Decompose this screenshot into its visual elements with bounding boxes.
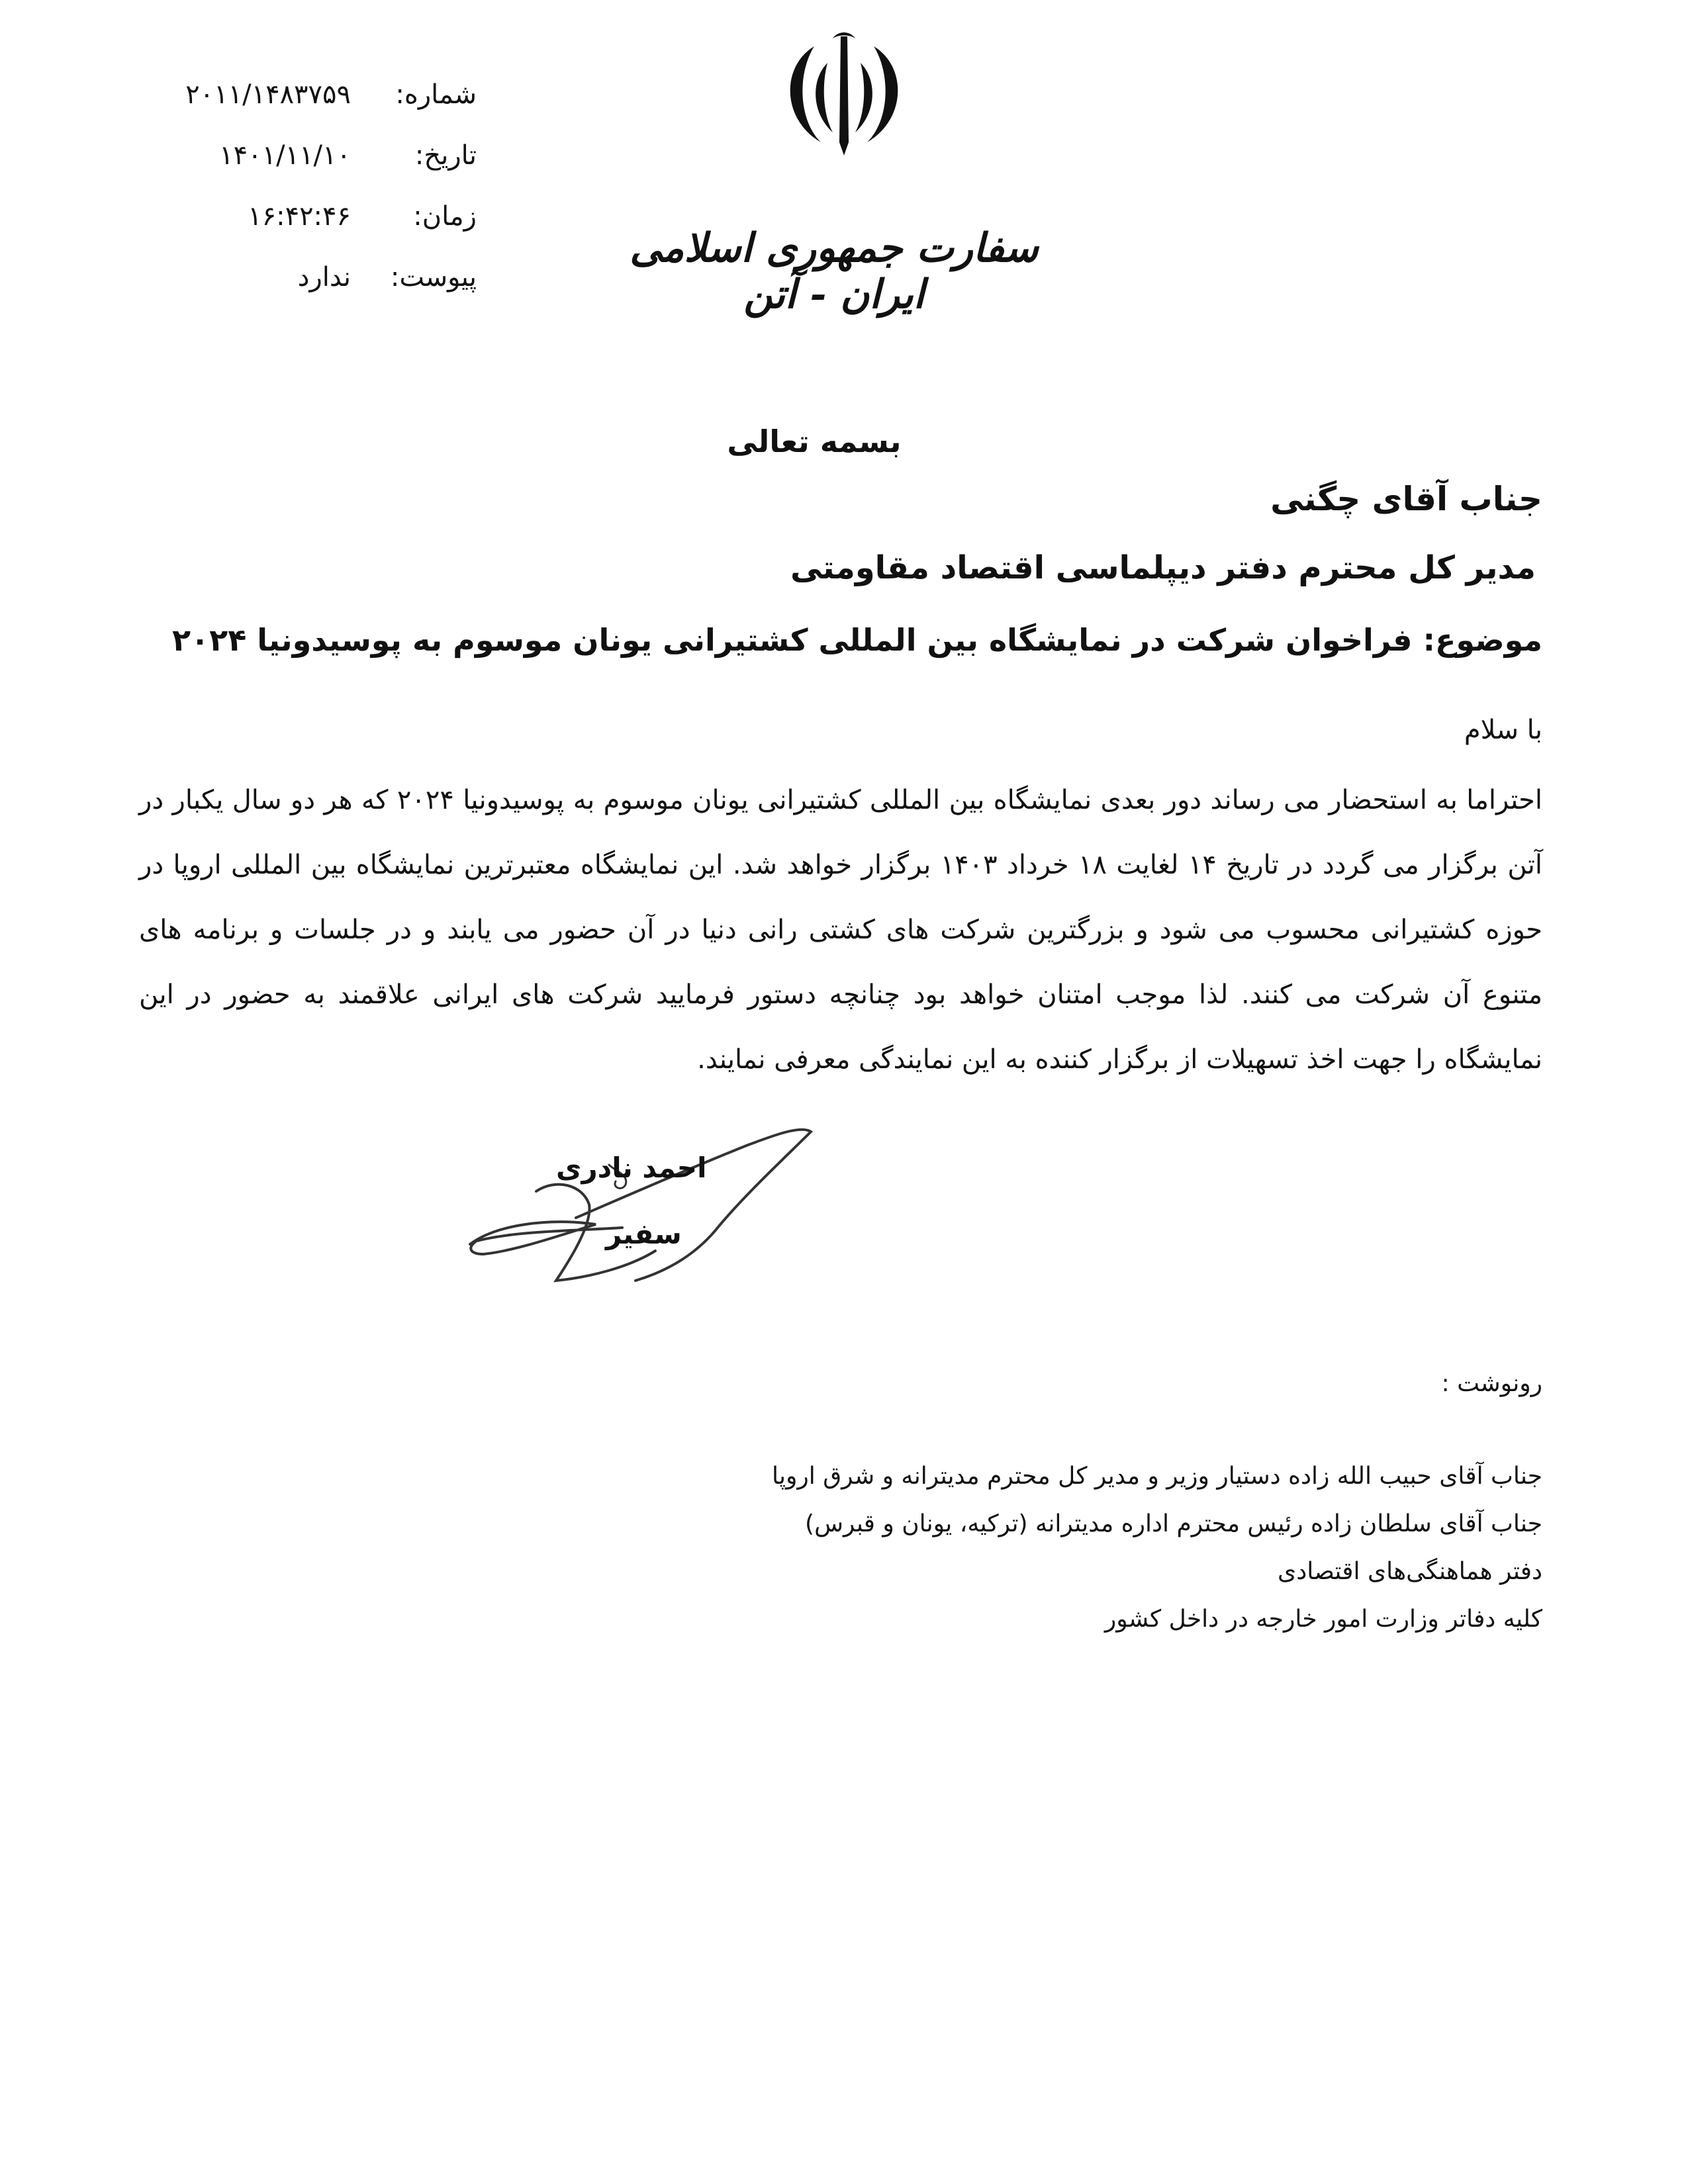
time-label: زمان: — [413, 201, 477, 232]
cc-recipient: دفتر هماهنگی‌های اقتصادی — [1278, 1558, 1542, 1585]
meta-time-row — [132, 201, 477, 262]
meta-number-row — [132, 79, 477, 140]
time-value: ۱۶:۴۲:۴۶ — [248, 201, 351, 232]
cc-label: رونوشت : — [1441, 1370, 1542, 1397]
subject-line: موضوع: فراخوان شرکت در نمایشگاه بین المللی کشتیرانی یونان موسوم به پوسیدونیا ۲۰۲۴ — [171, 622, 1542, 658]
addressee: جناب آقای چگنی — [1270, 480, 1542, 518]
addressee-title: مدیر کل محترم دفتر دیپلماسی اقتصاد مقاومتی — [790, 549, 1536, 586]
signer-name: احمد نادری — [556, 1152, 707, 1184]
cc-recipient: جناب آقای سلطان زاده رئیس محترم اداره مدیترانه (ترکیه، یونان و قبرس) — [805, 1510, 1542, 1537]
cc-list — [139, 1453, 1542, 1643]
iran-emblem-icon — [774, 26, 914, 159]
handwritten-signature — [457, 1118, 827, 1291]
cc-recipient: جناب آقای حبیب الله زاده دستیار وزیر و مدیر کل محترم مدیترانه و شرق اروپا — [771, 1463, 1542, 1490]
attachment-value: ندارد — [297, 262, 351, 293]
attachment-label: پیوست: — [390, 262, 477, 293]
signer-title: سفیر — [606, 1218, 682, 1250]
invocation: بسمه تعالی — [727, 424, 902, 459]
cc-recipient: کلیه دفاتر وزارت امور خارجه در داخل کشور — [1104, 1606, 1542, 1633]
meta-attachment-row — [132, 262, 477, 323]
date-value: ۱۴۰۱/۱۱/۱۰ — [219, 140, 351, 171]
meta-date-row — [132, 140, 477, 201]
number-value: ۲۰۱۱/۱۴۸۳۷۵۹ — [185, 79, 351, 110]
letter-meta — [132, 79, 477, 323]
date-label: تاریخ: — [414, 140, 477, 171]
greeting: با سلام — [1464, 715, 1542, 745]
embassy-name: سفارت جمهوری اسلامی ایران - آتن — [630, 225, 1039, 318]
number-label: شماره: — [395, 79, 477, 110]
letter-body: احتراما به استحضار می رساند دور بعدی نمایشگاه بین المللی کشتیرانی یونان موسوم به پوسیدونیا ۲۰۲۴ که هر دو سال یکبار در آتن برگزار می گردد در تاریخ ۱۴ لغایت ۱۸ خرداد ۱۴۰۳ برگزار خواهد شد. این نمایشگاه معتبرترین نمایشگاه بین المللی اروپا در حوزه کشتیرانی محسوب می شود و بزرگترین شرکت های کشتی رانی دنیا در آن حضور می یابند و در جلسات و برنامه های متنوع آن شرکت می کنند. لذا موجب امتنان خواهد بود چنانچه دستور فرمایید شرکت های ایرانی علاقمند به حضور در این نمایشگاه را جهت اخذ تسهیلات از برگزار کننده به این نمایندگی معرفی نمایند. — [139, 785, 1543, 1075]
